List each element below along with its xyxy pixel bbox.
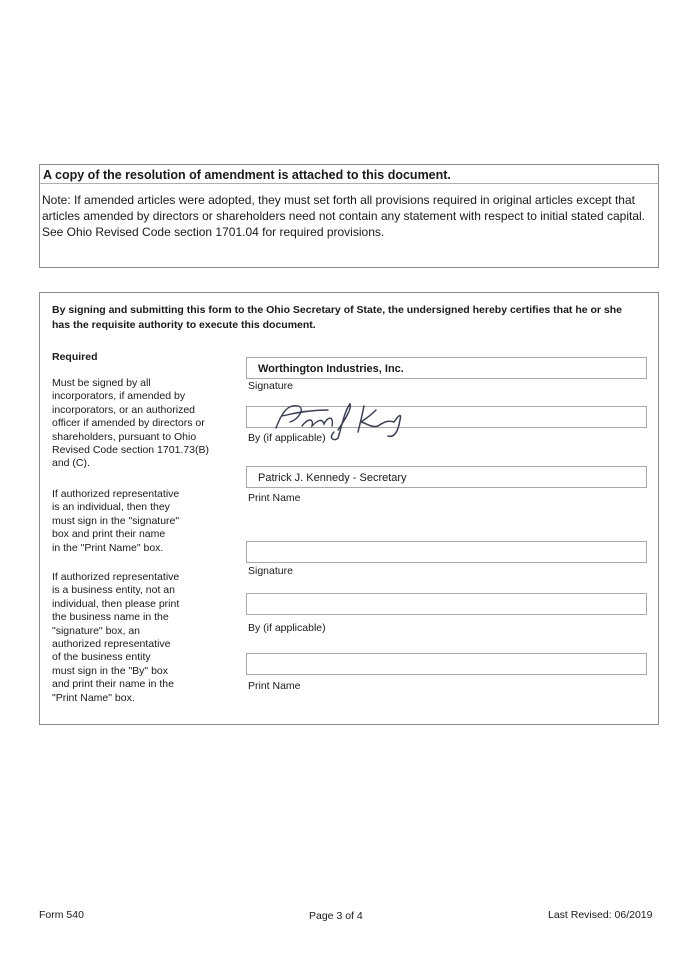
instruction-block-business <box>52 571 222 705</box>
note-line: Note: If amended articles were adopted, they must set forth all provisions required in original articles except that <box>42 193 635 207</box>
signature-label-1: Signature <box>248 380 293 392</box>
signature-field-1[interactable]: Worthington Industries, Inc. <box>246 357 647 379</box>
instruction-block-individual <box>52 488 222 555</box>
instruction-line: is a business entity, not an <box>52 584 175 597</box>
instruction-line: in the "Print Name" box. <box>52 541 164 554</box>
instruction-line: box and print their name <box>52 528 166 541</box>
certification-text <box>52 303 647 332</box>
note-line: See Ohio Revised Code section 1701.04 for required provisions. <box>42 225 385 239</box>
signature-label-2: Signature <box>248 565 293 577</box>
instruction-line: If authorized representative <box>52 488 180 500</box>
instruction-line: individual, then please print <box>52 597 180 610</box>
instruction-line: officer if amended by directors or <box>52 417 205 430</box>
signature-field-2[interactable] <box>246 541 647 563</box>
instruction-line: authorized representative <box>52 638 171 651</box>
instruction-line: incorporators, if amended by <box>52 390 186 403</box>
last-revised: Last Revised: 06/2019 <box>548 909 653 921</box>
instruction-line: of the business entity <box>52 651 151 664</box>
print-name-field-1[interactable]: Patrick J. Kennedy - Secretary <box>246 466 647 488</box>
print-name-label-2: Print Name <box>248 680 301 692</box>
certification-line: has the requisite authority to execute this document. <box>52 318 316 331</box>
resolution-note <box>40 184 658 240</box>
resolution-section <box>39 164 659 268</box>
signing-section <box>39 292 659 725</box>
instruction-line: must sign in the "signature" <box>52 514 180 527</box>
instruction-line: incorporators, or an authorized <box>52 403 195 416</box>
required-label: Required <box>52 351 98 363</box>
instruction-line: and (C). <box>52 457 90 470</box>
by-label-1: By (if applicable) <box>248 432 326 444</box>
page-number: Page 3 of 4 <box>309 910 363 922</box>
instruction-line: is an individual, then they <box>52 501 170 514</box>
resolution-heading: A copy of the resolution of amendment is attached to this document. <box>40 165 658 184</box>
instruction-line: Revised Code section 1701.73(B) <box>52 444 210 457</box>
instruction-line: "Print Name" box. <box>52 691 135 704</box>
print-name-label-1: Print Name <box>248 492 301 504</box>
instruction-line: Must be signed by all <box>52 377 151 389</box>
instruction-line: "signature" box, an <box>52 624 141 637</box>
instruction-line: must sign in the "By" box <box>52 664 169 677</box>
instruction-line: the business name in the <box>52 611 169 624</box>
instruction-line: shareholders, pursuant to Ohio <box>52 430 197 443</box>
form-number: Form 540 <box>39 909 84 921</box>
by-label-2: By (if applicable) <box>248 622 326 634</box>
instruction-line: and print their name in the <box>52 678 174 691</box>
instruction-line: If authorized representative <box>52 571 180 583</box>
print-name-field-2[interactable] <box>246 653 647 675</box>
instruction-block-officers <box>52 377 222 471</box>
by-field-2[interactable] <box>246 593 647 615</box>
certification-line: By signing and submitting this form to the Ohio Secretary of State, the undersigned hereby certifies that he or she <box>52 304 623 316</box>
note-line: articles amended by directors or shareholders need not contain any statement with respect to initial stated capital. <box>42 209 645 223</box>
